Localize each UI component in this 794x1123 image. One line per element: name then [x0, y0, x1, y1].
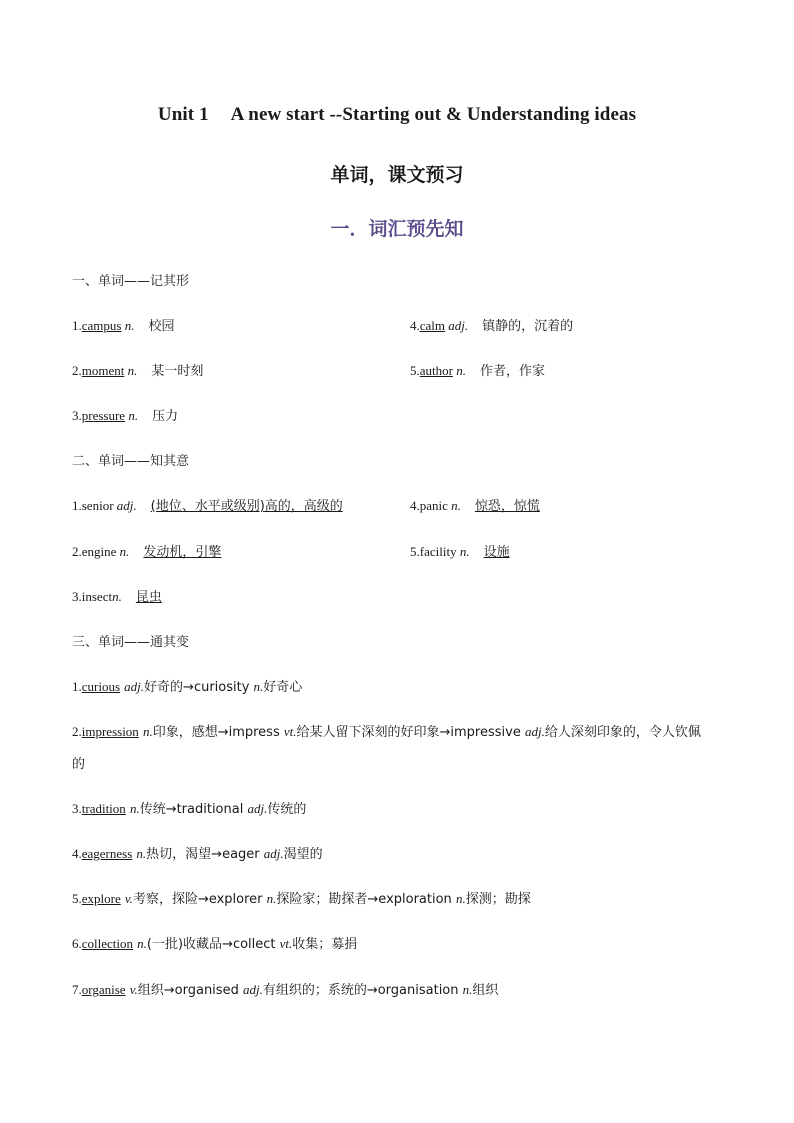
- word-meaning: 惊恐，惊慌: [474, 499, 540, 514]
- definition-text: 印象，感想→impress: [152, 725, 284, 740]
- part-of-speech: n.: [459, 544, 470, 559]
- part2-item-3: [72, 586, 162, 605]
- part-of-speech: adj.: [247, 801, 268, 816]
- part-of-speech: vt.: [283, 724, 297, 739]
- part-of-speech: n.: [142, 724, 153, 739]
- part-of-speech: adj.: [448, 318, 469, 333]
- part-of-speech: v.: [129, 982, 138, 997]
- part1-item-1: [72, 315, 174, 334]
- part-of-speech: adj.: [116, 498, 137, 513]
- document-subtitle: 单词，课文预习: [330, 164, 464, 186]
- definition-text: 组织: [472, 983, 499, 998]
- word-meaning: 校园: [148, 319, 175, 334]
- definition-text: 有组织的；系统的→organisation: [262, 983, 463, 998]
- word-meaning: 镇静的，沉着的: [482, 319, 574, 334]
- item-number: 4.: [72, 846, 82, 861]
- part-of-speech: n.: [119, 544, 130, 559]
- part2-item-4: [410, 495, 540, 514]
- part1-item-4: [410, 315, 573, 334]
- item-number: 4.: [410, 498, 420, 513]
- part-of-speech: adj.: [124, 679, 145, 694]
- vocab-word: panic: [419, 498, 448, 513]
- item-number: 3.: [72, 408, 82, 423]
- definition-text: 渴望的: [283, 847, 323, 862]
- vocab-word: collection: [81, 936, 134, 951]
- part1-item-2: [72, 360, 203, 379]
- part1-item-5: [410, 360, 545, 379]
- part1-heading: 一、单词——记其形: [72, 274, 190, 289]
- part-of-speech: n.: [128, 408, 139, 423]
- part1-item-3: [72, 405, 178, 424]
- part3-item-2: [72, 721, 701, 740]
- part3-item-6: [72, 933, 357, 952]
- part-of-speech: n.: [129, 801, 140, 816]
- part-of-speech: n.: [266, 891, 277, 906]
- part3-item-5: [72, 888, 531, 907]
- part-of-speech: adj.: [263, 846, 284, 861]
- item-number: 1.: [72, 318, 82, 333]
- part-of-speech: n.: [137, 936, 147, 951]
- definition-text: 给人深刻印象的，令人钦佩: [544, 725, 701, 740]
- definition-text: 收集；募捐: [292, 937, 358, 952]
- word-meaning: 设施: [483, 545, 510, 560]
- item-number: 7.: [72, 982, 82, 997]
- part3-item-1: [72, 676, 302, 695]
- vocab-word: moment: [81, 363, 125, 378]
- item-number: 2.: [72, 363, 82, 378]
- definition-text: 探险家；勘探者→exploration: [276, 892, 456, 907]
- word-meaning: 发动机，引擎: [143, 545, 222, 560]
- vocab-word: curious: [81, 679, 121, 694]
- part-of-speech: n.: [253, 679, 264, 694]
- part-of-speech: n.: [455, 891, 466, 906]
- part2-heading: 二、单词——知其意: [72, 454, 190, 469]
- part-of-speech: n.: [127, 363, 138, 378]
- vocab-word: campus: [81, 318, 122, 333]
- word-meaning: 压力: [152, 409, 179, 424]
- definition-text: 考察，探险→explorer: [132, 892, 267, 907]
- part-of-speech: n.: [462, 982, 473, 997]
- part3-item-7: [72, 979, 498, 998]
- title-topic: A new start --Starting out & Understanding ideas: [230, 104, 637, 125]
- word-meaning: 作者，作家: [479, 364, 545, 379]
- vocab-word: senior: [81, 498, 114, 513]
- definition-text: (一批)收藏品→collect: [146, 937, 280, 952]
- item-number: 2.: [72, 724, 82, 739]
- part-of-speech: n.: [112, 589, 122, 604]
- vocab-word: pressure: [81, 408, 126, 423]
- part-of-speech: n.: [124, 318, 135, 333]
- part3-item-3: [72, 798, 306, 817]
- part2-item-5: [410, 541, 510, 560]
- item-number: 5.: [410, 544, 420, 559]
- word-meaning: 某一时刻: [151, 364, 204, 379]
- vocab-word: calm: [419, 318, 446, 333]
- definition-text: 传统→traditional: [139, 802, 248, 817]
- definition-text: 传统的: [267, 802, 307, 817]
- word-meaning: (地位、水平或级别)高的，高级的: [150, 499, 343, 514]
- definition-text: 好奇的→curiosity: [144, 680, 254, 695]
- part2-item-2: [72, 541, 221, 560]
- item-number: 5.: [410, 363, 420, 378]
- item-number: 2.: [72, 544, 82, 559]
- definition-text: 好奇心: [263, 680, 303, 695]
- vocab-word: engine: [81, 544, 117, 559]
- item-number: 3.: [72, 801, 82, 816]
- part-of-speech: adj.: [524, 724, 545, 739]
- item-number: 3.: [72, 589, 82, 604]
- part-of-speech: n.: [136, 846, 147, 861]
- vocab-word: author: [419, 363, 453, 378]
- item-number: 6.: [72, 936, 82, 951]
- definition-text: 给某人留下深刻的好印象→impressive: [296, 725, 525, 740]
- vocab-word: organise: [81, 982, 126, 997]
- part-of-speech: n.: [456, 363, 466, 378]
- item-number: 5.: [72, 891, 82, 906]
- definition-text: 组织→organised: [137, 983, 243, 998]
- vocab-word: facility: [419, 544, 457, 559]
- part2-item-1: [72, 495, 343, 514]
- part-of-speech: vt.: [279, 936, 293, 951]
- vocab-word: explore: [81, 891, 121, 906]
- part-of-speech: adj.: [242, 982, 263, 997]
- item-number: 1.: [72, 498, 82, 513]
- definition-text: 探测；勘探: [465, 892, 531, 907]
- part-of-speech: n.: [451, 498, 461, 513]
- part3-item-2-continuation: 的: [72, 757, 86, 772]
- part3-heading: 三、单词——通其变: [72, 635, 190, 650]
- word-meaning: 昆虫: [135, 590, 162, 605]
- part3-item-4: [72, 843, 323, 862]
- section-heading: 一．词汇预先知: [330, 218, 464, 240]
- vocab-word: insect: [81, 589, 113, 604]
- item-number: 4.: [410, 318, 420, 333]
- part-of-speech: v.: [124, 891, 133, 906]
- vocab-word: tradition: [81, 801, 126, 816]
- definition-text: 热切，渴望→eager: [146, 847, 264, 862]
- title-unit: Unit 1: [157, 104, 209, 125]
- vocab-word: impression: [81, 724, 139, 739]
- document-title: [0, 104, 794, 126]
- vocab-word: eagerness: [81, 846, 133, 861]
- item-number: 1.: [72, 679, 82, 694]
